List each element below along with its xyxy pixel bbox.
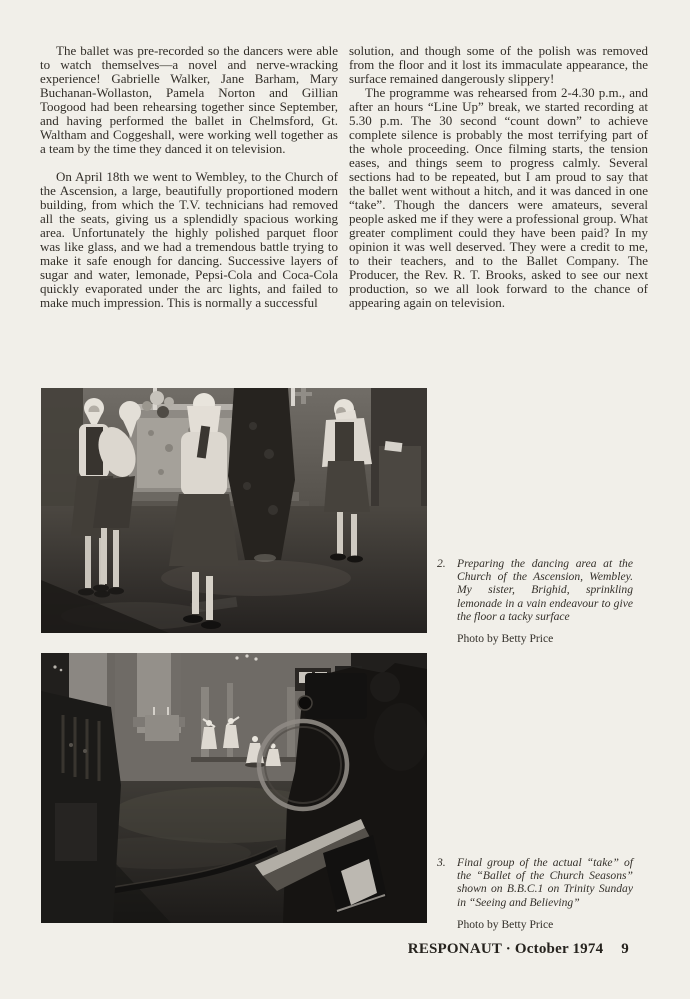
side-chairs bbox=[371, 388, 427, 516]
figure-2-caption-body bbox=[457, 557, 633, 645]
text-column-left bbox=[40, 44, 338, 310]
photo-dancers-altar bbox=[41, 388, 427, 633]
figure-2-caption-text: Preparing the dancing area at the Church of the Ascension, Wembley. My sister, Brighid, sprinkling lemonade in a vain endeavour to give the floor a tacky surface bbox=[457, 557, 633, 623]
figure-2-number: 2. bbox=[437, 557, 446, 570]
figure-3-caption bbox=[437, 856, 633, 931]
figure-3-caption-body bbox=[457, 856, 633, 931]
body-paragraph: On April 18th we went to Wembley, to the Church of the Ascension, a large, beautifully proportioned modern building, from which the T.V. technicians had removed all the seats, giving us a splendidly spacious working area. Unfortunately the highly polished parquet floor was like glass, and we had a tremendous battle trying to make it safe enough for dancing. Successive layers of sugar and water, lemonade, Pepsi-Cola and Coca-Cola quickly evaporated under the arc lights, and failed to make much impression. This is normally a successful bbox=[40, 169, 338, 310]
page-footer bbox=[348, 941, 629, 958]
organ-silhouette bbox=[41, 691, 121, 923]
figure-3-photo-credit: Photo by Betty Price bbox=[457, 917, 554, 931]
figure-2-photo-credit: Photo by Betty Price bbox=[457, 632, 554, 646]
photo-tv-camera-filming bbox=[41, 653, 427, 923]
body-paragraph: The ballet was pre-recorded so the dancers were able to watch themselves—a novel and nerve-wracking experience! Gabrielle Walker, Jane Barham, Mary Buchanan-Wollaston, Pamela Norton and Gillian Toogood had been rehearsing together since September, and having performed the ballet in Chelmsford, Gt. Waltham and Coggeshall, were working well together as a team by the time they danced it on television. bbox=[40, 43, 338, 156]
text-column-right bbox=[349, 44, 648, 310]
body-paragraph: solution, and though some of the polish was removed from the floor and it lost its immaculate appearance, the surface remained dangerously slippery! bbox=[349, 43, 648, 86]
figure-3-caption-text: Final group of the actual “take” of the “Ballet of the Church Seasons” shown on B.B.C.1 on Trinity Sunday in “Seeing and Believing” bbox=[457, 856, 633, 909]
page-number: 9 bbox=[621, 941, 629, 957]
figure-3-number: 3. bbox=[437, 856, 446, 869]
body-paragraph: The programme was rehearsed from 2-4.30 p.m., and after an hours “Line Up” break, we started recording at 5.30 p.m. The 30 second “count down” to achieve complete silence is probably the most terrifying part of the whole proceeding. Once filming starts, the tension eases, and things seem to progress calmly. Several sections had to be repeated, but I am proud to say that the ballet went without a hitch, and it was danced in one “take”. Though the dancers were amateurs, several people asked me if they were a professional group. What greater compliment could they have been paid? In my opinion it was well deserved. They were a credit to me, to their teachers, and to the Ballet Company. The Producer, the Rev. R. T. Brooks, asked to see our next production, so we all look forward to the chance of appearing again on television. bbox=[349, 85, 648, 310]
magazine-title: RESPONAUT · October 1974 bbox=[407, 941, 604, 957]
photo-dancers-altar-image bbox=[41, 388, 427, 633]
figure-2-caption bbox=[437, 557, 633, 645]
photo-tv-camera-image bbox=[41, 653, 427, 923]
